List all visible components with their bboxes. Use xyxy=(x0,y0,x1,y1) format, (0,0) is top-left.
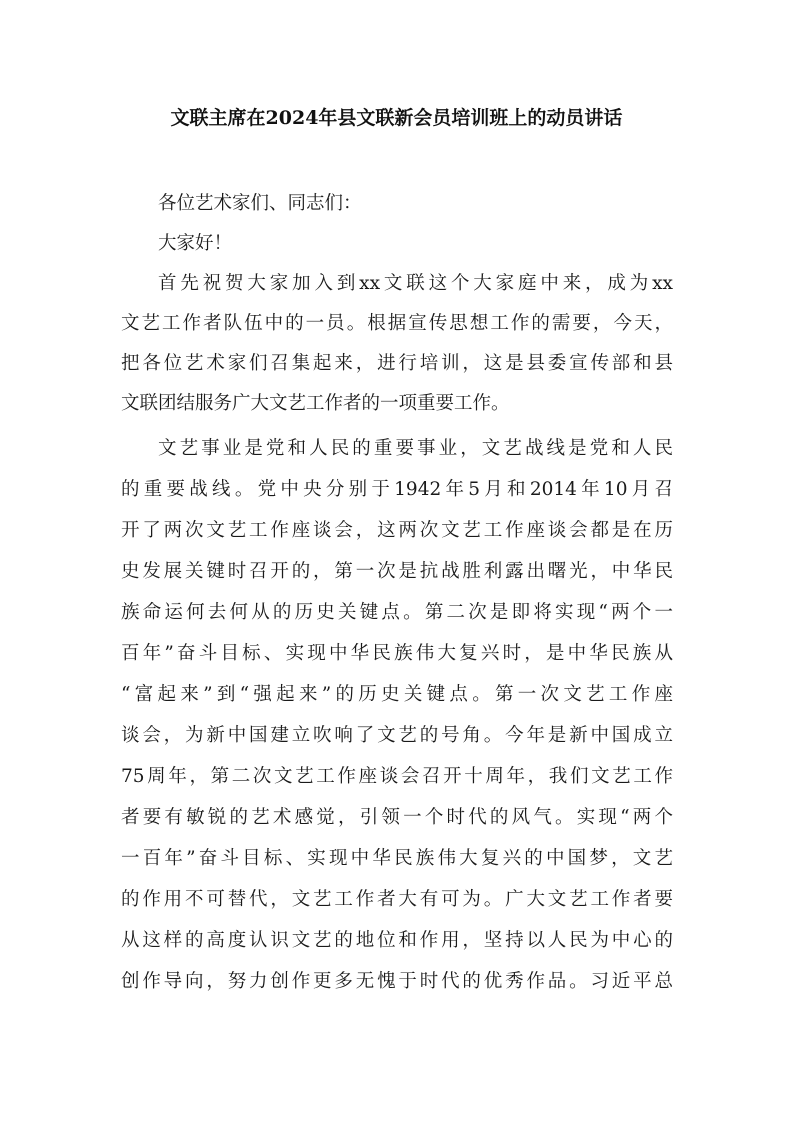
body-line: 文艺工作者队伍中的一员。根据宣传思想工作的需要，今天， xyxy=(121,313,673,334)
document-title: 文联主席在2024年县文联新会员培训班上的动员讲话 xyxy=(170,107,623,129)
body-line: 开了两次文艺工作座谈会，这两次文艺工作座谈会都是在历 xyxy=(121,520,673,541)
body-line: 文联团结服务广大文艺工作者的一项重要工作。 xyxy=(121,393,510,414)
body-line: 的作用不可替代，文艺工作者大有可为。广大文艺工作者要 xyxy=(121,889,673,910)
body-line: 首先祝贺大家加入到xx文联这个大家庭中来，成为xx xyxy=(158,273,673,294)
body-line: 从这样的高度认识文艺的地位和作用，坚持以人民为中心的 xyxy=(121,930,673,951)
greeting-line: 大家好！ xyxy=(158,233,233,254)
body-line: 的重要战线。党中央分别于1942年5月和2014年10月召 xyxy=(121,479,673,500)
body-line: “富起来”到“强起来”的历史关键点。第一次文艺工作座 xyxy=(121,684,673,705)
body-line: 族命运何去何从的历史关键点。第二次是即将实现“两个一 xyxy=(121,602,673,623)
body-line: 一百年”奋斗目标、实现中华民族伟大复兴的中国梦，文艺 xyxy=(121,848,673,869)
body-line: 百年”奋斗目标、实现中华民族伟大复兴时，是中华民族从 xyxy=(121,643,673,664)
body-line: 75周年，第二次文艺工作座谈会召开十周年，我们文艺工作 xyxy=(121,766,673,787)
salutation-line: 各位艺术家们、同志们： xyxy=(158,193,362,214)
body-line: 把各位艺术家们召集起来，进行培训，这是县委宣传部和县 xyxy=(121,353,673,374)
body-line: 创作导向，努力创作更多无愧于时代的优秀作品。习近平总 xyxy=(121,971,673,992)
body-line: 史发展关键时召开的，第一次是抗战胜利露出曙光，中华民 xyxy=(121,561,673,582)
body-line: 文艺事业是党和人民的重要事业，文艺战线是党和人民 xyxy=(158,438,673,459)
body-line: 者要有敏锐的艺术感觉，引领一个时代的风气。实现“两个 xyxy=(121,807,673,828)
body-line: 谈会，为新中国建立吹响了文艺的号角。今年是新中国成立 xyxy=(121,725,673,746)
